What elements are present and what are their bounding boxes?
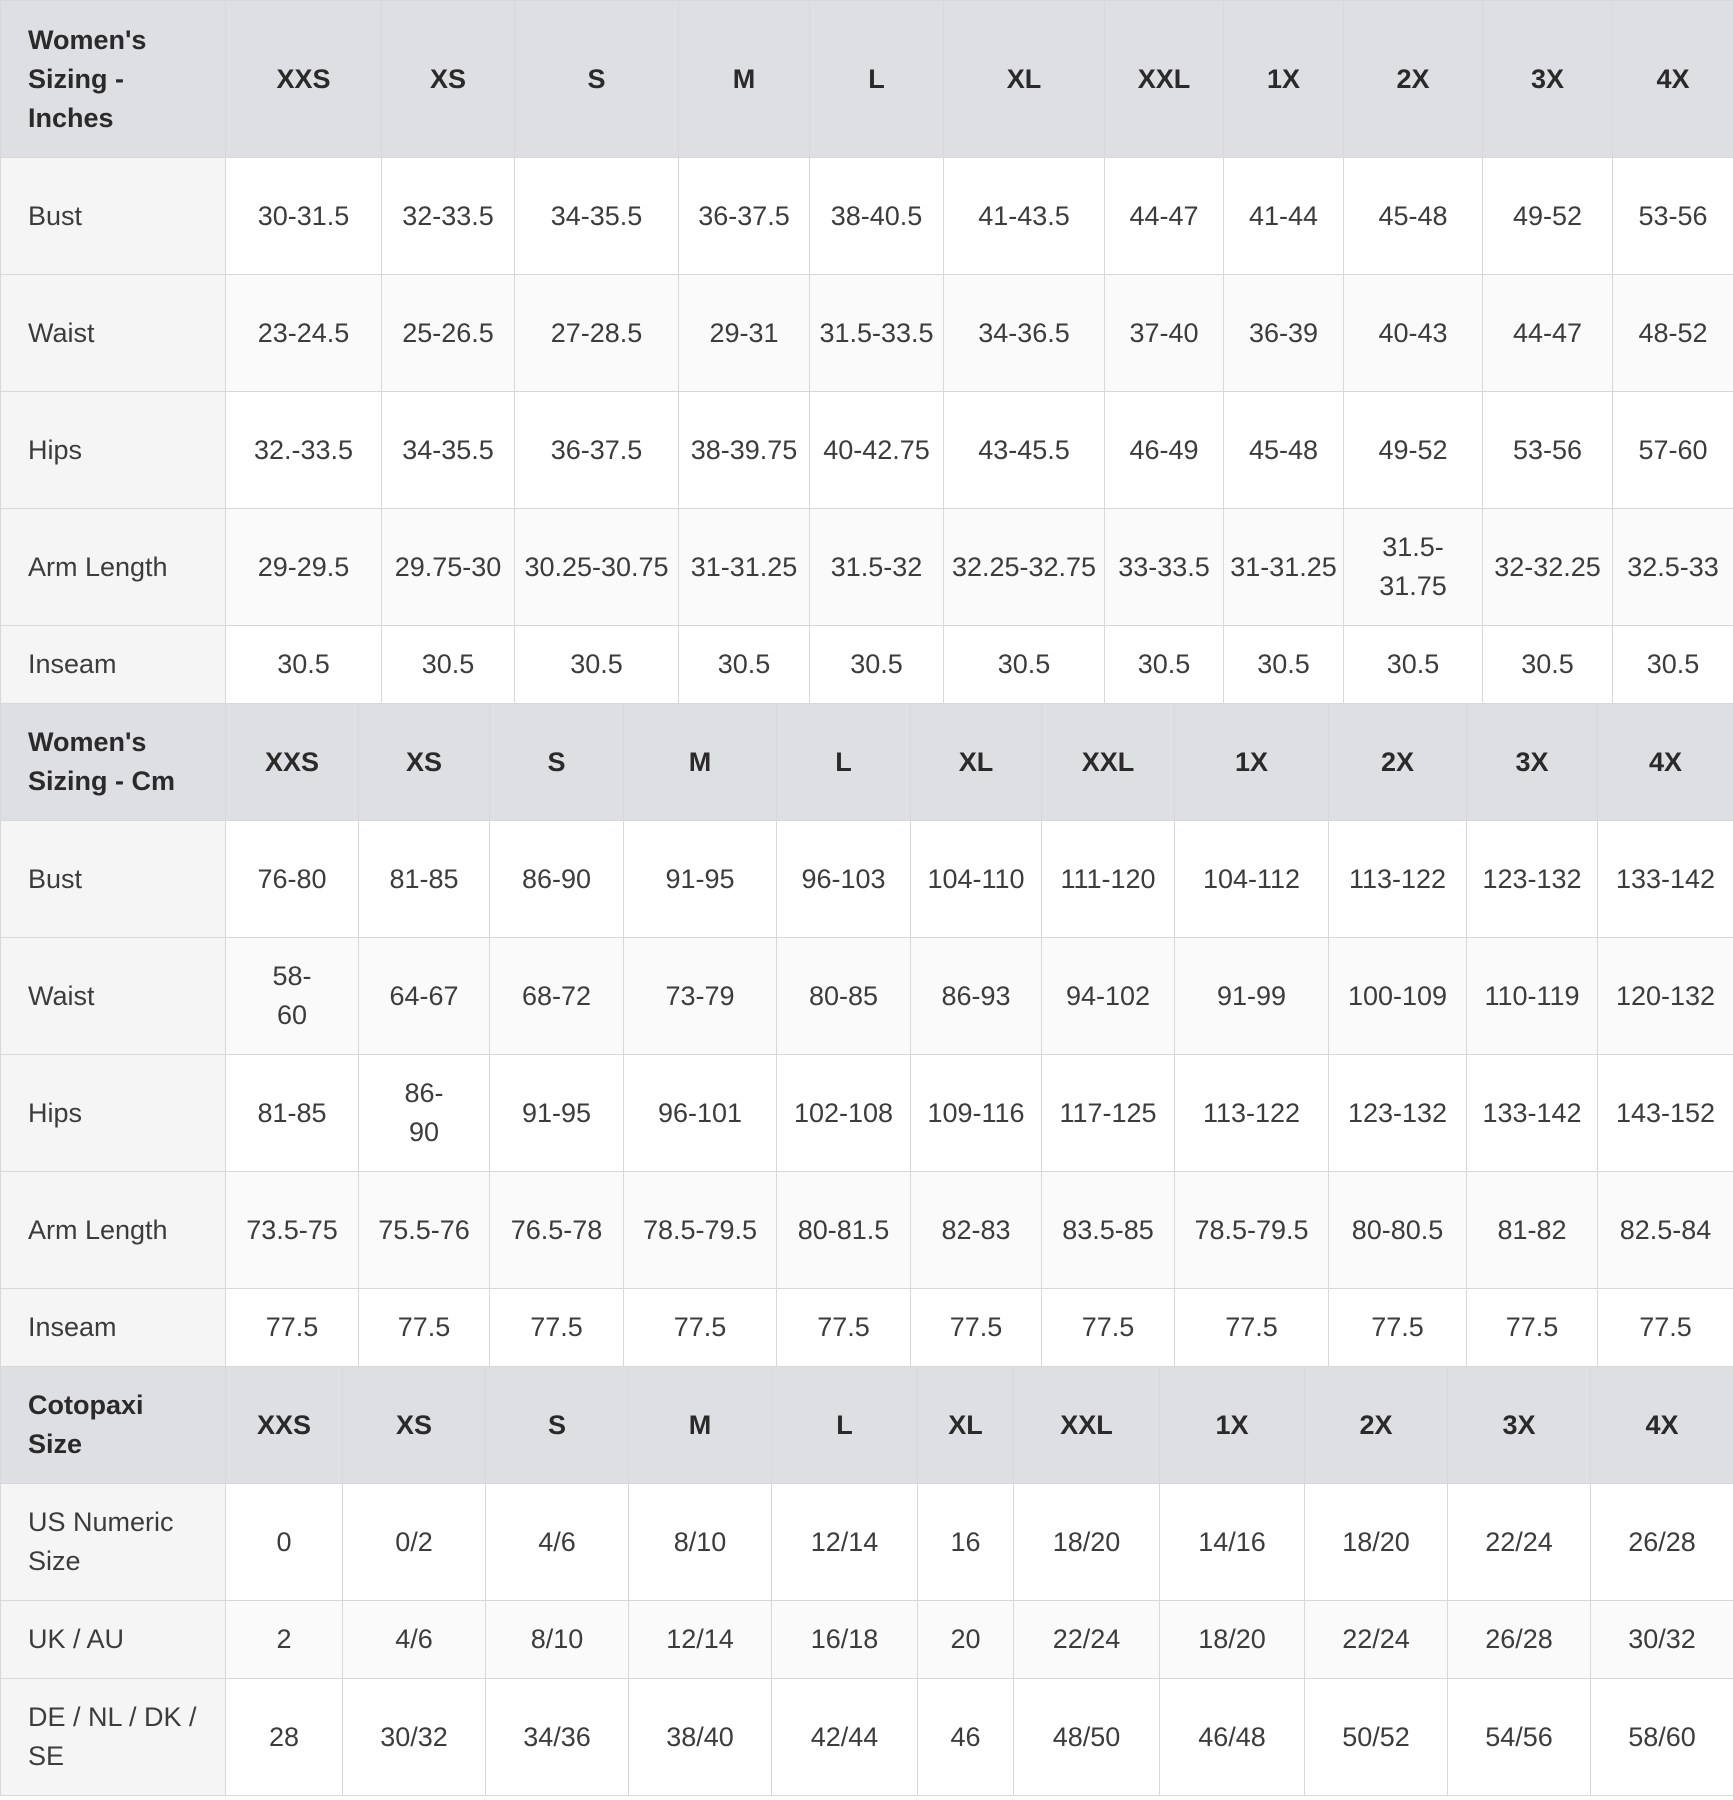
table-cell: 104-110 bbox=[911, 821, 1042, 938]
table-cell: 100-109 bbox=[1329, 938, 1467, 1055]
column-header: 2X bbox=[1329, 704, 1467, 821]
table-cell: 0 bbox=[226, 1484, 343, 1601]
table-cell: 81-82 bbox=[1467, 1172, 1598, 1289]
table-cell: 48/50 bbox=[1014, 1679, 1160, 1796]
table-cell: 75.5-76 bbox=[359, 1172, 490, 1289]
table-cell: 31-31.25 bbox=[1224, 509, 1344, 626]
table-cell: 77.5 bbox=[1598, 1289, 1733, 1367]
table-cell: 80-81.5 bbox=[777, 1172, 911, 1289]
table-cell: 86-90 bbox=[359, 1055, 490, 1172]
column-header: XL bbox=[911, 704, 1042, 821]
table-cell: 77.5 bbox=[226, 1289, 359, 1367]
table-cell: 53-56 bbox=[1613, 158, 1733, 275]
table-cell: 57-60 bbox=[1613, 392, 1733, 509]
row-label: Arm Length bbox=[1, 1172, 226, 1289]
table-header-row bbox=[1, 704, 1733, 821]
table-cell: 18/20 bbox=[1160, 1601, 1305, 1679]
table-cell: 30.25-30.75 bbox=[515, 509, 679, 626]
table-cell: 28 bbox=[226, 1679, 343, 1796]
table-row bbox=[1, 626, 1733, 704]
table-cell: 46 bbox=[918, 1679, 1014, 1796]
table-row bbox=[1, 275, 1733, 392]
table-cell: 25-26.5 bbox=[382, 275, 515, 392]
column-header: 2X bbox=[1305, 1367, 1448, 1484]
row-label: Inseam bbox=[1, 1289, 226, 1367]
table-cell: 45-48 bbox=[1344, 158, 1483, 275]
table-header-row bbox=[1, 1, 1733, 158]
table-row bbox=[1, 1172, 1733, 1289]
table-cell: 22/24 bbox=[1448, 1484, 1591, 1601]
table-cell: 109-116 bbox=[911, 1055, 1042, 1172]
table-cell: 38-40.5 bbox=[810, 158, 944, 275]
table-cell: 30.5 bbox=[944, 626, 1105, 704]
table-cell: 0/2 bbox=[343, 1484, 486, 1601]
column-header: XS bbox=[359, 704, 490, 821]
column-header: XS bbox=[343, 1367, 486, 1484]
column-header: 1X bbox=[1160, 1367, 1305, 1484]
table-cell: 53-56 bbox=[1483, 392, 1613, 509]
table-cell: 4/6 bbox=[343, 1601, 486, 1679]
table-row bbox=[1, 1484, 1733, 1601]
table-cell: 104-112 bbox=[1175, 821, 1329, 938]
table-cell: 38-39.75 bbox=[679, 392, 810, 509]
table-cell: 77.5 bbox=[1042, 1289, 1175, 1367]
table-cell: 42/44 bbox=[772, 1679, 918, 1796]
column-header: S bbox=[515, 1, 679, 158]
row-label: Arm Length bbox=[1, 509, 226, 626]
row-label: DE / NL / DK / SE bbox=[1, 1679, 226, 1796]
table-cell: 29.75-30 bbox=[382, 509, 515, 626]
column-header: L bbox=[772, 1367, 918, 1484]
row-label: Waist bbox=[1, 275, 226, 392]
row-label: Hips bbox=[1, 392, 226, 509]
table-cell: 82.5-84 bbox=[1598, 1172, 1733, 1289]
table-cell: 49-52 bbox=[1483, 158, 1613, 275]
table-cell: 31.5-31.75 bbox=[1344, 509, 1483, 626]
size-table-conversion bbox=[0, 1366, 1733, 1796]
row-label: UK / AU bbox=[1, 1601, 226, 1679]
column-header: XXS bbox=[226, 1367, 343, 1484]
table-cell: 18/20 bbox=[1305, 1484, 1448, 1601]
column-header: XXL bbox=[1014, 1367, 1160, 1484]
table-cell: 8/10 bbox=[629, 1484, 772, 1601]
table-cell: 123-132 bbox=[1329, 1055, 1467, 1172]
table-cell: 23-24.5 bbox=[226, 275, 382, 392]
table-cell: 76.5-78 bbox=[490, 1172, 624, 1289]
table-cell: 81-85 bbox=[226, 1055, 359, 1172]
column-header: XS bbox=[382, 1, 515, 158]
table-cell: 58/60 bbox=[1591, 1679, 1733, 1796]
column-header: XL bbox=[944, 1, 1105, 158]
column-header: 3X bbox=[1483, 1, 1613, 158]
table-row bbox=[1, 1679, 1733, 1796]
row-label: Bust bbox=[1, 158, 226, 275]
table-cell: 77.5 bbox=[624, 1289, 777, 1367]
table-cell: 110-119 bbox=[1467, 938, 1598, 1055]
table-cell: 86-93 bbox=[911, 938, 1042, 1055]
table-cell: 44-47 bbox=[1483, 275, 1613, 392]
column-header: L bbox=[777, 704, 911, 821]
table-cell: 31-31.25 bbox=[679, 509, 810, 626]
column-header: 1X bbox=[1224, 1, 1344, 158]
table-cell: 37-40 bbox=[1105, 275, 1224, 392]
table-cell: 45-48 bbox=[1224, 392, 1344, 509]
table-row bbox=[1, 392, 1733, 509]
table-cell: 29-29.5 bbox=[226, 509, 382, 626]
column-header: S bbox=[490, 704, 624, 821]
table-row bbox=[1, 938, 1733, 1055]
table-title: Cotopaxi Size bbox=[1, 1367, 226, 1484]
table-cell: 34-36.5 bbox=[944, 275, 1105, 392]
table-cell: 120-132 bbox=[1598, 938, 1733, 1055]
column-header: XXS bbox=[226, 704, 359, 821]
table-cell: 4/6 bbox=[486, 1484, 629, 1601]
table-cell: 81-85 bbox=[359, 821, 490, 938]
table-cell: 12/14 bbox=[629, 1601, 772, 1679]
column-header: M bbox=[624, 704, 777, 821]
table-cell: 36-37.5 bbox=[515, 392, 679, 509]
table-cell: 77.5 bbox=[1467, 1289, 1598, 1367]
table-cell: 32-33.5 bbox=[382, 158, 515, 275]
table-cell: 36-37.5 bbox=[679, 158, 810, 275]
table-cell: 31.5-33.5 bbox=[810, 275, 944, 392]
table-cell: 54/56 bbox=[1448, 1679, 1591, 1796]
row-label: Waist bbox=[1, 938, 226, 1055]
table-cell: 76-80 bbox=[226, 821, 359, 938]
column-header: 3X bbox=[1467, 704, 1598, 821]
table-title: Women's Sizing - Inches bbox=[1, 1, 226, 158]
size-table-inches bbox=[0, 0, 1733, 704]
table-cell: 34/36 bbox=[486, 1679, 629, 1796]
table-cell: 32.25-32.75 bbox=[944, 509, 1105, 626]
table-cell: 86-90 bbox=[490, 821, 624, 938]
table-cell: 68-72 bbox=[490, 938, 624, 1055]
table-cell: 73.5-75 bbox=[226, 1172, 359, 1289]
table-cell: 30.5 bbox=[1613, 626, 1733, 704]
table-cell: 26/28 bbox=[1448, 1601, 1591, 1679]
table-cell: 30.5 bbox=[1344, 626, 1483, 704]
table-cell: 94-102 bbox=[1042, 938, 1175, 1055]
table-cell: 30.5 bbox=[810, 626, 944, 704]
table-cell: 46/48 bbox=[1160, 1679, 1305, 1796]
table-cell: 18/20 bbox=[1014, 1484, 1160, 1601]
table-cell: 16 bbox=[918, 1484, 1014, 1601]
table-cell: 34-35.5 bbox=[515, 158, 679, 275]
column-header: 4X bbox=[1598, 704, 1733, 821]
table-cell: 46-49 bbox=[1105, 392, 1224, 509]
table-cell: 22/24 bbox=[1305, 1601, 1448, 1679]
table-cell: 14/16 bbox=[1160, 1484, 1305, 1601]
table-cell: 58-60 bbox=[226, 938, 359, 1055]
column-header: L bbox=[810, 1, 944, 158]
table-cell: 91-99 bbox=[1175, 938, 1329, 1055]
table-cell: 78.5-79.5 bbox=[1175, 1172, 1329, 1289]
column-header: 4X bbox=[1613, 1, 1733, 158]
table-cell: 30/32 bbox=[1591, 1601, 1733, 1679]
table-cell: 30.5 bbox=[515, 626, 679, 704]
table-cell: 30.5 bbox=[1105, 626, 1224, 704]
table-cell: 8/10 bbox=[486, 1601, 629, 1679]
table-cell: 33-33.5 bbox=[1105, 509, 1224, 626]
table-cell: 30/32 bbox=[343, 1679, 486, 1796]
table-cell: 82-83 bbox=[911, 1172, 1042, 1289]
table-cell: 77.5 bbox=[911, 1289, 1042, 1367]
table-row bbox=[1, 509, 1733, 626]
row-label: Hips bbox=[1, 1055, 226, 1172]
table-row bbox=[1, 1601, 1733, 1679]
table-cell: 113-122 bbox=[1175, 1055, 1329, 1172]
table-row bbox=[1, 821, 1733, 938]
table-cell: 30.5 bbox=[679, 626, 810, 704]
table-cell: 73-79 bbox=[624, 938, 777, 1055]
table-cell: 32.5-33 bbox=[1613, 509, 1733, 626]
table-row bbox=[1, 1289, 1733, 1367]
table-cell: 80-80.5 bbox=[1329, 1172, 1467, 1289]
table-cell: 38/40 bbox=[629, 1679, 772, 1796]
column-header: S bbox=[486, 1367, 629, 1484]
table-cell: 30.5 bbox=[226, 626, 382, 704]
table-cell: 2 bbox=[226, 1601, 343, 1679]
row-label: Inseam bbox=[1, 626, 226, 704]
table-cell: 113-122 bbox=[1329, 821, 1467, 938]
column-header: 1X bbox=[1175, 704, 1329, 821]
table-cell: 96-103 bbox=[777, 821, 911, 938]
table-cell: 117-125 bbox=[1042, 1055, 1175, 1172]
size-table-cm bbox=[0, 703, 1733, 1367]
table-cell: 41-44 bbox=[1224, 158, 1344, 275]
column-header: XL bbox=[918, 1367, 1014, 1484]
table-cell: 20 bbox=[918, 1601, 1014, 1679]
table-cell: 133-142 bbox=[1598, 821, 1733, 938]
column-header: XXL bbox=[1105, 1, 1224, 158]
table-cell: 16/18 bbox=[772, 1601, 918, 1679]
column-header: XXL bbox=[1042, 704, 1175, 821]
table-cell: 44-47 bbox=[1105, 158, 1224, 275]
table-cell: 31.5-32 bbox=[810, 509, 944, 626]
table-row bbox=[1, 158, 1733, 275]
table-cell: 32.-33.5 bbox=[226, 392, 382, 509]
table-cell: 143-152 bbox=[1598, 1055, 1733, 1172]
row-label: US Numeric Size bbox=[1, 1484, 226, 1601]
table-cell: 77.5 bbox=[359, 1289, 490, 1367]
table-cell: 77.5 bbox=[1175, 1289, 1329, 1367]
table-cell: 40-42.75 bbox=[810, 392, 944, 509]
column-header: M bbox=[679, 1, 810, 158]
table-cell: 12/14 bbox=[772, 1484, 918, 1601]
column-header: 3X bbox=[1448, 1367, 1591, 1484]
row-label: Bust bbox=[1, 821, 226, 938]
table-cell: 22/24 bbox=[1014, 1601, 1160, 1679]
table-cell: 41-43.5 bbox=[944, 158, 1105, 275]
table-header-row bbox=[1, 1367, 1733, 1484]
table-row bbox=[1, 1055, 1733, 1172]
table-title: Women's Sizing - Cm bbox=[1, 704, 226, 821]
table-cell: 49-52 bbox=[1344, 392, 1483, 509]
table-cell: 77.5 bbox=[1329, 1289, 1467, 1367]
table-cell: 40-43 bbox=[1344, 275, 1483, 392]
table-cell: 77.5 bbox=[777, 1289, 911, 1367]
table-cell: 64-67 bbox=[359, 938, 490, 1055]
table-cell: 83.5-85 bbox=[1042, 1172, 1175, 1289]
table-cell: 91-95 bbox=[624, 821, 777, 938]
table-cell: 80-85 bbox=[777, 938, 911, 1055]
table-cell: 102-108 bbox=[777, 1055, 911, 1172]
table-cell: 30-31.5 bbox=[226, 158, 382, 275]
table-cell: 78.5-79.5 bbox=[624, 1172, 777, 1289]
column-header: M bbox=[629, 1367, 772, 1484]
table-cell: 133-142 bbox=[1467, 1055, 1598, 1172]
table-cell: 34-35.5 bbox=[382, 392, 515, 509]
table-cell: 91-95 bbox=[490, 1055, 624, 1172]
table-cell: 32-32.25 bbox=[1483, 509, 1613, 626]
table-cell: 29-31 bbox=[679, 275, 810, 392]
column-header: 2X bbox=[1344, 1, 1483, 158]
table-cell: 48-52 bbox=[1613, 275, 1733, 392]
table-cell: 36-39 bbox=[1224, 275, 1344, 392]
table-cell: 43-45.5 bbox=[944, 392, 1105, 509]
table-cell: 96-101 bbox=[624, 1055, 777, 1172]
table-cell: 50/52 bbox=[1305, 1679, 1448, 1796]
table-cell: 30.5 bbox=[382, 626, 515, 704]
table-cell: 123-132 bbox=[1467, 821, 1598, 938]
table-cell: 27-28.5 bbox=[515, 275, 679, 392]
table-cell: 30.5 bbox=[1483, 626, 1613, 704]
table-cell: 111-120 bbox=[1042, 821, 1175, 938]
table-cell: 77.5 bbox=[490, 1289, 624, 1367]
column-header: XXS bbox=[226, 1, 382, 158]
table-cell: 26/28 bbox=[1591, 1484, 1733, 1601]
table-cell: 30.5 bbox=[1224, 626, 1344, 704]
column-header: 4X bbox=[1591, 1367, 1733, 1484]
